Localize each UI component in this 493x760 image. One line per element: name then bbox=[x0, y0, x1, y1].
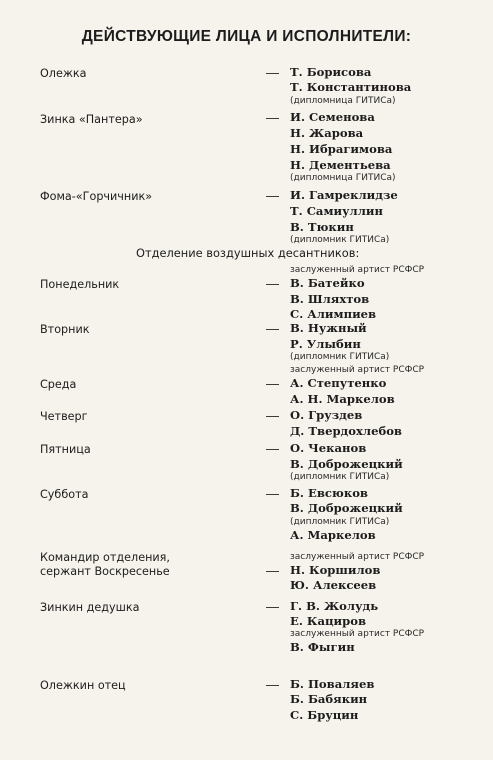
actor-name: В. Доброжецкий bbox=[290, 457, 403, 471]
actor-name: В. Батейко bbox=[290, 276, 365, 290]
role-dash: — bbox=[266, 677, 279, 692]
role-ponedelnik: Понедельник bbox=[40, 278, 120, 291]
actor-note: (дипломник ГИТИСа) bbox=[290, 352, 390, 362]
role-dash: — bbox=[266, 321, 279, 336]
section-heading: Отделение воздушных десантников: bbox=[136, 246, 360, 260]
actor-name: А. Степутенко bbox=[290, 376, 387, 390]
role-dash: — bbox=[266, 563, 279, 578]
role-vtornik: Вторник bbox=[40, 323, 90, 336]
role-dash: — bbox=[266, 110, 279, 125]
role-zinka: Зинка «Пантера» bbox=[40, 113, 143, 126]
actor-name: В. Фыгин bbox=[290, 640, 355, 654]
role-sreda: Среда bbox=[40, 378, 77, 391]
role-dash: — bbox=[266, 408, 279, 423]
actor-name: Н. Коршилов bbox=[290, 563, 381, 577]
role-dedushka: Зинкин дедушка bbox=[40, 601, 140, 614]
actor-name: Б. Бабякин bbox=[290, 692, 368, 706]
role-dash: — bbox=[266, 441, 279, 456]
actor-name: Г. В. Жолудь bbox=[290, 599, 379, 613]
actor-name: Т. Самиуллин bbox=[290, 204, 383, 218]
actor-note: заслуженный артист РСФСР bbox=[290, 552, 425, 562]
role-komandir-rank: сержант Воскресенье bbox=[40, 565, 170, 578]
role-dash: — bbox=[266, 65, 279, 80]
actor-name: А. Маркелов bbox=[290, 528, 376, 542]
actor-note: (дипломник ГИТИСа) bbox=[290, 235, 390, 245]
actor-note: заслуженный артист РСФСР bbox=[290, 629, 425, 639]
actor-name: О. Чеканов bbox=[290, 441, 367, 455]
actor-name: Т. Константинова bbox=[290, 80, 412, 94]
role-dash: — bbox=[266, 599, 279, 614]
role-chetverg: Четверг bbox=[40, 410, 88, 423]
actor-note: (дипломник ГИТИСа) bbox=[290, 472, 390, 482]
actor-note: (дипломник ГИТИСа) bbox=[290, 517, 390, 527]
role-otets: Олежкин отец bbox=[40, 679, 126, 692]
actor-note: заслуженный артист РСФСР bbox=[290, 265, 425, 275]
role-dash: — bbox=[266, 486, 279, 501]
actor-name: Р. Улыбин bbox=[290, 337, 361, 351]
role-dash: — bbox=[266, 188, 279, 203]
actor-name: В. Нужный bbox=[290, 321, 367, 335]
actor-name: Н. Жарова bbox=[290, 126, 364, 140]
role-dash: — bbox=[266, 276, 279, 291]
role-olezhka: Олежка bbox=[40, 67, 87, 80]
actor-name: В. Шляхтов bbox=[290, 292, 370, 306]
actor-name: Б. Поваляев bbox=[290, 677, 375, 691]
actor-name: И. Семенова bbox=[290, 110, 375, 124]
actor-name: А. Н. Маркелов bbox=[290, 392, 395, 406]
actor-note: (дипломница ГИТИСа) bbox=[290, 96, 396, 106]
actor-name: Е. Кацирoв bbox=[290, 614, 367, 628]
actor-name: Т. Борисова bbox=[290, 65, 372, 79]
actor-name: В. Тюкин bbox=[290, 220, 354, 234]
actor-name: О. Груздев bbox=[290, 408, 363, 422]
role-komandir: Командир отделения, bbox=[40, 551, 170, 564]
page-title: ДЕЙСТВУЮЩИЕ ЛИЦА И ИСПОЛНИТЕЛИ: bbox=[81, 28, 412, 45]
actor-name: С. Бруцин bbox=[290, 708, 359, 722]
actor-name: С. Алимпиев bbox=[290, 307, 377, 321]
role-pyatnitsa: Пятница bbox=[40, 443, 91, 456]
actor-name: В. Доброжецкий bbox=[290, 501, 403, 515]
actor-name: И. Гамрeклидзе bbox=[290, 188, 398, 202]
actor-name: Н. Ибрагимова bbox=[290, 142, 393, 156]
actor-note: заслуженный артист РСФСР bbox=[290, 365, 425, 375]
actor-name: Ю. Алексеев bbox=[290, 578, 377, 592]
actor-name: Н. Дементьева bbox=[290, 158, 391, 172]
role-foma: Фома-«Горчичник» bbox=[40, 190, 153, 203]
actor-name: Д. Твердохлебов bbox=[290, 424, 402, 438]
role-dash: — bbox=[266, 376, 279, 391]
actor-note: (дипломница ГИТИСа) bbox=[290, 173, 396, 183]
role-subbota: Суббота bbox=[40, 488, 89, 501]
actor-name: Б. Евсюков bbox=[290, 486, 368, 500]
